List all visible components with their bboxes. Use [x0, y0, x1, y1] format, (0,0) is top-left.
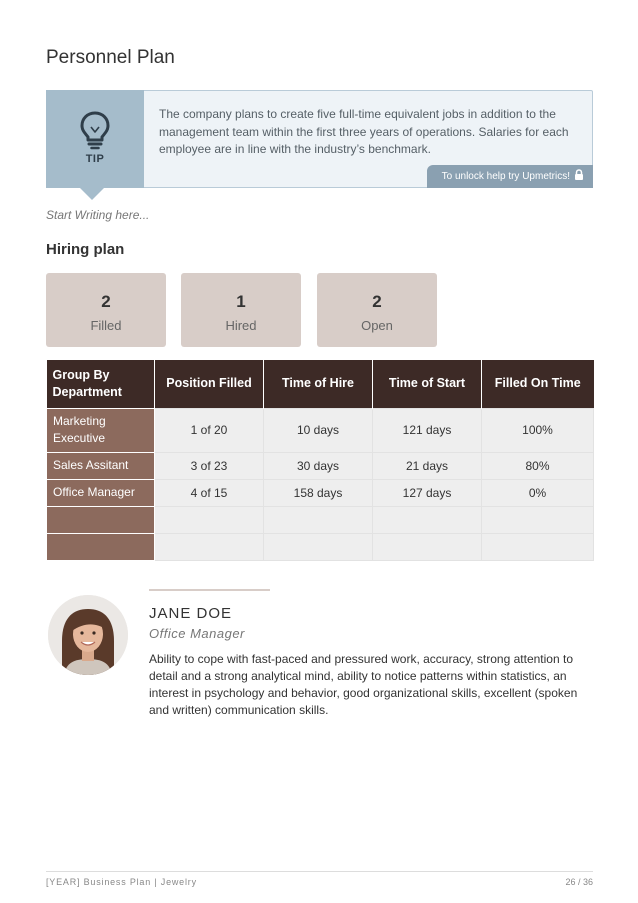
stat-label: Hired [225, 318, 257, 333]
start-writing-placeholder[interactable]: Start Writing here... [46, 208, 150, 222]
table-row [47, 479, 594, 506]
table-cell: 100% [482, 408, 594, 452]
table-row [47, 506, 594, 533]
table-cell: 0% [482, 479, 594, 506]
hiring-plan-title: Hiring plan [46, 241, 125, 258]
footer-page-number: 26 / 36 [565, 877, 593, 887]
tip-label: TIP [85, 153, 105, 165]
table-cell [155, 506, 264, 533]
tip-side-panel [46, 90, 144, 188]
table-cell [482, 506, 594, 533]
table-cell: 121 days [373, 408, 482, 452]
column-header: Time of Start [373, 360, 482, 408]
table-cell: Sales Assitant [47, 452, 155, 479]
table-cell: 30 days [264, 452, 373, 479]
footer-divider [46, 871, 593, 872]
tip-pointer [80, 188, 104, 200]
footer-document-title: [YEAR] Business Plan | Jewelry [46, 877, 197, 887]
column-header: Position Filled [155, 360, 264, 408]
page-title: Personnel Plan [46, 47, 175, 68]
table-cell [264, 533, 373, 560]
table-cell [373, 506, 482, 533]
table-cell: 4 of 15 [155, 479, 264, 506]
table-cell: 158 days [264, 479, 373, 506]
lightbulb-icon [78, 110, 112, 150]
stat-card-filled [46, 273, 166, 347]
profile-divider [149, 589, 270, 591]
table-cell: 21 days [373, 452, 482, 479]
avatar [48, 595, 128, 675]
stat-card-open [317, 273, 437, 347]
profile-photo-icon [48, 595, 128, 675]
table-cell: 127 days [373, 479, 482, 506]
table-cell [264, 506, 373, 533]
table-cell [155, 533, 264, 560]
hiring-table [46, 360, 594, 561]
table-row [47, 452, 594, 479]
table-cell: Marketing Executive [47, 408, 155, 452]
table-header-row [47, 360, 594, 408]
column-header: Group By Department [47, 360, 155, 408]
table-cell: 80% [482, 452, 594, 479]
table-cell: 3 of 23 [155, 452, 264, 479]
table-cell [482, 533, 594, 560]
stat-value: 2 [101, 292, 111, 311]
table-cell [373, 533, 482, 560]
column-header: Time of Hire [264, 360, 373, 408]
stat-value: 2 [372, 292, 382, 311]
lock-icon [574, 169, 584, 180]
stat-card-hired [181, 273, 301, 347]
profile-role: Office Manager [149, 626, 245, 641]
table-row [47, 408, 594, 452]
unlock-help-button[interactable] [427, 165, 593, 188]
stat-value: 1 [236, 292, 246, 311]
stat-label: Open [361, 318, 393, 333]
stat-label: Filled [90, 318, 122, 333]
table-cell [47, 533, 155, 560]
tip-box [46, 90, 593, 188]
table-cell: 10 days [264, 408, 373, 452]
profile-bio: Ability to cope with fast-paced and pressured work, accuracy, strong attention to detail and a strong analytical mind, ability to notice patterns within statistics, an interest in psychology and behavior, good organizational skills, excellent (spoken and written) communication skills. [149, 652, 578, 717]
tip-text: The company plans to create five full-time equivalent jobs in addition to the management team within the first three years of operations. Salaries for each employee are in line with the industry’s benchmark. [159, 107, 569, 156]
table-row [47, 533, 594, 560]
column-header: Filled On Time [482, 360, 594, 408]
table-cell: Office Manager [47, 479, 155, 506]
table-cell: 1 of 20 [155, 408, 264, 452]
profile-name: JANE DOE [149, 605, 233, 622]
table-cell [47, 506, 155, 533]
unlock-help-label: To unlock help try Upmetrics! [441, 171, 570, 182]
